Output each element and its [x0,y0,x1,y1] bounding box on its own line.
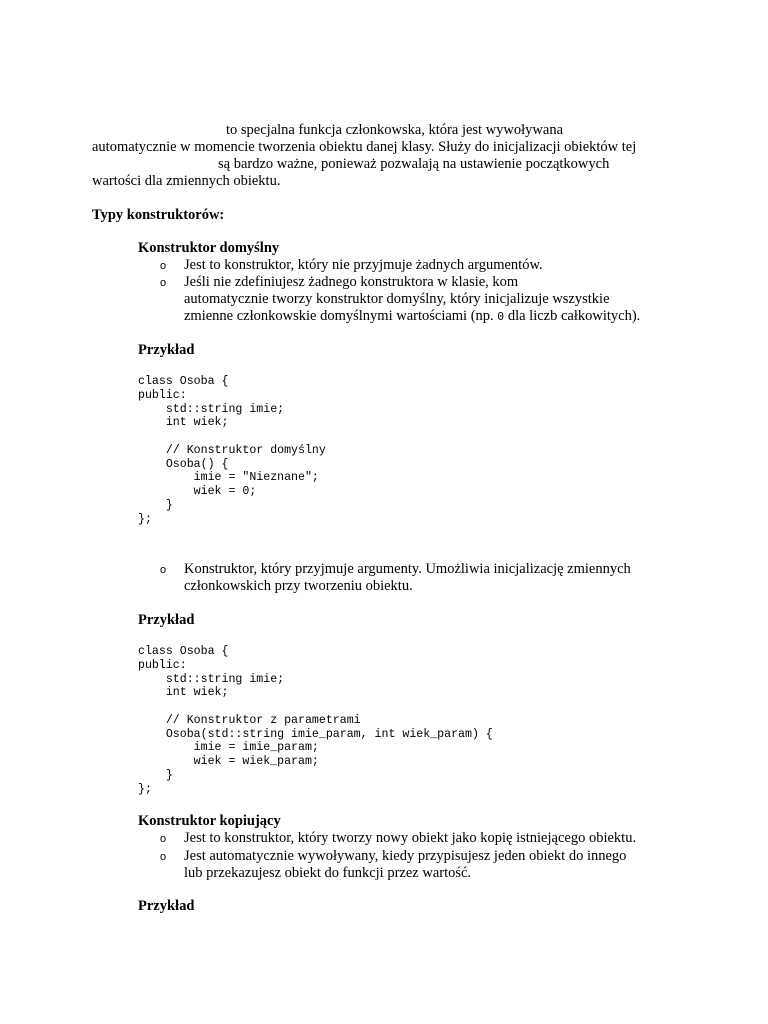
default-ctor-item-2-line-1: Jeśli nie zdefiniujesz żadnego konstruktora w klasie, kom [184,274,519,290]
param-ctor-item-1-line-1: Konstruktor, który przyjmuje argumenty. Umożliwia inicjalizację zmiennych [184,561,631,577]
text-segment: dla liczb całkowitych). [507,308,641,324]
code-block-param-ctor: class Osoba { public: std::string imie; int wiek; // Konstruktor z parametrami Osoba(std::string imie_param, int wiek_param) { imie = imie_param; wiek = wiek_param; } }; [138,645,493,796]
bullet-marker: o [160,833,167,845]
types-heading: Typy konstruktorów: [92,207,225,223]
code-block-default-ctor: class Osoba { public: std::string imie; int wiek; // Konstruktor domyślny Osoba() { imie = "Nieznane"; wiek = 0; } }; [138,375,326,526]
default-ctor-item-2-line-2: automatycznie tworzy konstruktor domyślny, który inicjalizuje wszystkie [184,291,610,307]
bullet-marker: o [160,851,167,863]
intro-line-2: automatycznie w momencie tworzenia obiektu danej klasy. Służy do inicjalizacji obiektów tej [92,139,637,155]
example-label: Przykład [138,898,195,914]
inline-code: 0 [497,311,505,324]
intro-line-4: wartości dla zmiennych obiektu. [92,173,281,189]
text-segment: zmienne członkowskie domyślnymi wartościami (np. [184,308,494,324]
default-ctor-heading: Konstruktor domyślny [138,240,280,256]
copy-ctor-item-1: Jest to konstruktor, który tworzy nowy obiekt jako kopię istniejącego obiektu. [184,830,637,846]
default-ctor-item-1: Jest to konstruktor, który nie przyjmuje żadnych argumentów. [184,257,543,273]
copy-ctor-item-2-line-1: Jest automatycznie wywoływany, kiedy przypisujesz jeden obiekt do innego [184,848,627,864]
example-label: Przykład [138,342,195,358]
default-ctor-item-2-line-3 [184,308,640,326]
bullet-marker: o [160,564,167,576]
bullet-marker: o [160,260,167,272]
bullet-marker: o [160,277,167,289]
intro-line-3: są bardzo ważne, ponieważ pozwalają na ustawienie początkowych [218,156,610,172]
param-ctor-item-1-line-2: członkowskich przy tworzeniu obiektu. [184,578,413,594]
intro-line-1: to specjalna funkcja członkowska, która jest wywoływana [226,122,564,138]
copy-ctor-heading: Konstruktor kopiujący [138,813,281,829]
example-label: Przykład [138,612,195,628]
copy-ctor-item-2-line-2: lub przekazujesz obiekt do funkcji przez wartość. [184,865,472,881]
